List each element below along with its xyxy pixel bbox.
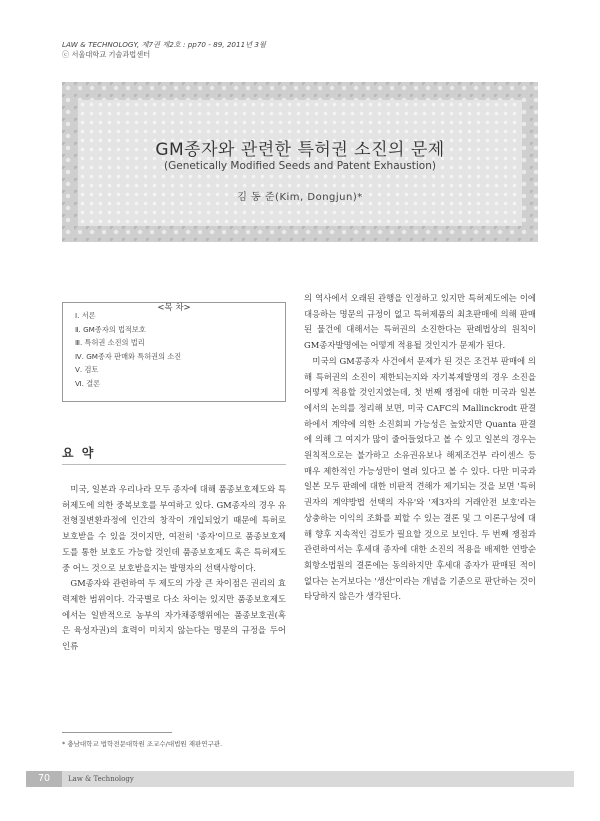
paper-subtitle: (Genetically Modified Seeds and Patent Exhaustion) <box>164 160 436 172</box>
toc-item: Ⅳ. GM종자 판매와 특허권의 소진 <box>75 351 182 361</box>
summary-divider <box>62 464 286 465</box>
toc-item: Ⅴ. 검토 <box>75 365 99 375</box>
table-of-contents <box>62 302 286 402</box>
summary-paragraph: 미국, 일본과 우리나라 모두 종자에 대해 품종보호제도와 특허제도에 의한 중복보호를 부여하고 있다. GM종자의 경우 유전형질변환과정에 인간의 창작이 개입되었기 때문에 특허로 보호받을 수 있을 것이지만, 여전히 '종자'이므로 품종보호제도를 통한 보호도 가능할 것인데 품종보호제도 혹은 특허제도 중 어느 것으로 보호받을지는 발명자의 선택사항이다. <box>62 484 286 573</box>
journal-header <box>62 40 266 60</box>
summary-paragraph: 미국의 GM콩종자 사건에서 문제가 된 것은 조건부 판매에 의해 특허권의 소진이 제한되는지와 자기복제발명의 경우 소진을 어떻게 적용할 것인지였는데, 첫 번째 쟁점에 대한 미국과 일본에서의 논의를 정리해 보면, 미국 CAFC의 Mallinckrodt 판결 하에서 계약에 의한 소진회피 가능성은 높았지만 Quanta 판결에 의해 그 여지가 많이 줄어들었다고 볼 수 있고 일본의 경우는 원칙적으로는 불가하고 소유권유보나 해제조건부 라이센스 등 매우 제한적인 가능성만이 열려 있다고 볼 수 있다. 다만 미국과 일본 모두 판례에 대한 비판적 견해가 제기되는 것을 보면 '특허권자의 계약방법 선택의 자유'와 '제3자의 거래안전 보호'라는 상충하는 이익의 조화를 꾀할 수 있는 결론 및 그 이론구성에 대해 향후 지속적인 검토가 필요할 것으로 보인다. 두 번째 쟁점과 관련하여서는 후세대 종자에 대한 소진의 적용을 배제한 연방순회항소법원의 결론에는 동의하지만 후세대 종자가 판매된 적이 없다는 논거보다는 '생산'이라는 개념을 기준으로 판단하는 것이 타당하지 않은가 생각된다. <box>304 355 536 602</box>
paper-author: 김 동 준(Kim, Dongjun)* <box>237 192 363 203</box>
journal-citation: LAW & TECHNOLOGY, 제7권 제2호 : pp70 - 89, 2011년 3월 <box>62 40 266 49</box>
paper-title: GM종자와 관련한 특허권 소진의 문제 <box>155 140 445 160</box>
toc-list <box>75 309 181 391</box>
toc-item: Ⅱ. GM종자의 법적보호 <box>75 324 146 334</box>
footnote-divider <box>62 732 172 733</box>
publisher-line: ⓒ 서울대학교 기술과법센터 <box>62 50 151 59</box>
summary-right-column <box>304 291 536 605</box>
page-number: 70 <box>26 771 62 787</box>
toc-item: Ⅰ. 서론 <box>75 311 96 320</box>
author-footnote: * 충남대학교 법학전문대학원 조교수/대법원 재판연구관. <box>62 740 223 748</box>
summary-paragraph: GM종자와 관련하여 두 제도의 가장 큰 차이점은 권리의 효력제한 범위이다. 각국별로 다소 차이는 있지만 품종보호제도에서는 일반적으로 농부의 자가채종행위에는 품종보호권(혹은 육성자권)의 효력이 미치지 않는다는 명문의 규정을 두어 인류 <box>62 578 286 652</box>
toc-heading: <목 차> <box>153 303 194 313</box>
summary-paragraph: 의 역사에서 오래된 관행을 인정하고 있지만 특허제도에는 이에 대응하는 명문의 규정이 없고 특허제품의 최초판매에 의해 판매된 물건에 대해서는 특허권의 소진한다는 판례법상의 원칙이 GM종자발명에는 어떻게 적용될 것인지가 문제가 된다. <box>304 293 536 351</box>
toc-item: Ⅲ. 특허권 소진의 법리 <box>75 338 145 348</box>
footer-journal-label: Law & Technology <box>68 775 134 783</box>
toc-item: Ⅵ. 결론 <box>75 378 101 388</box>
summary-left-column <box>62 482 286 655</box>
summary-heading: 요 약 <box>62 446 96 460</box>
